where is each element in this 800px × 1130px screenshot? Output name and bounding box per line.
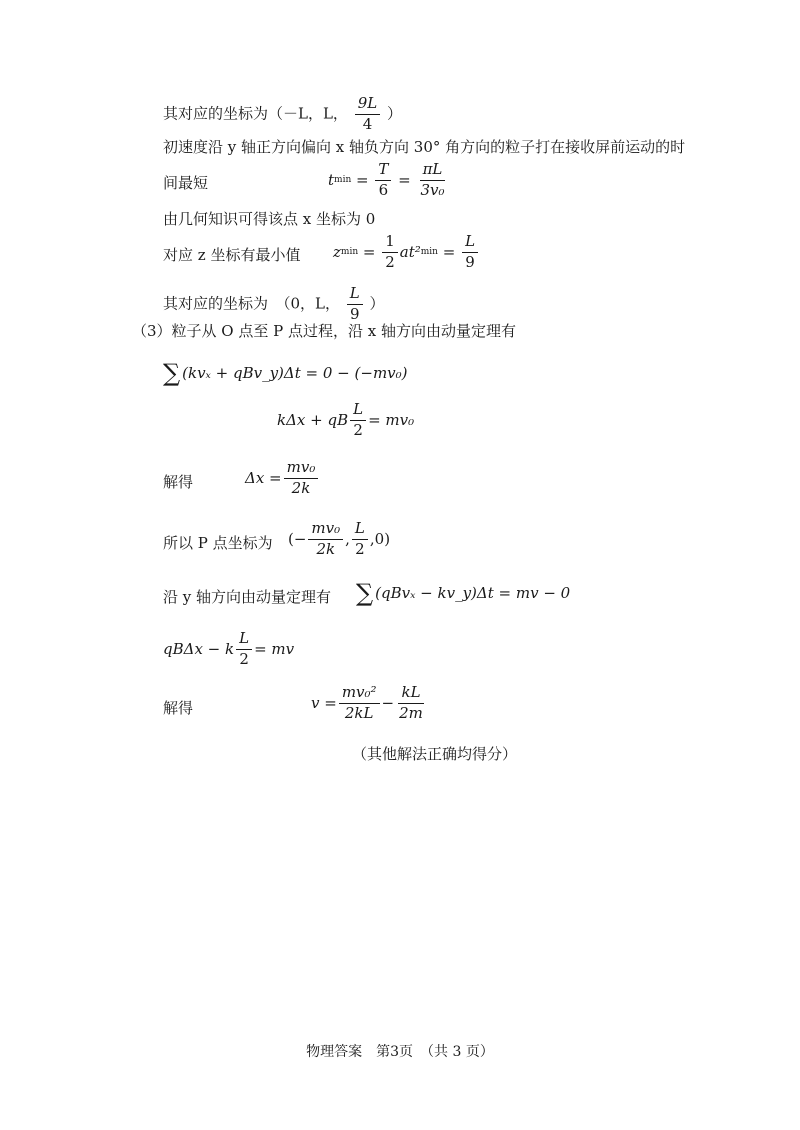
equation-v	[311, 685, 428, 722]
symbol: z	[333, 242, 341, 261]
text-line-11: 所以 P 点坐标为	[163, 534, 273, 552]
text: 其对应的坐标为（－L，L，	[163, 104, 348, 123]
numerator: L	[462, 234, 478, 253]
section-3-heading: （3）粒子从 O 点至 P 点过程，沿 x 轴方向由动量定理有	[132, 322, 517, 340]
denominator: 2	[239, 649, 249, 668]
symbol: t	[328, 170, 335, 189]
denominator: 9	[350, 304, 360, 323]
fraction	[350, 402, 366, 439]
sigma-symbol: ∑	[163, 359, 181, 387]
numerator: L	[350, 402, 366, 421]
alternative-solution-note: （其他解法正确均得分）	[352, 745, 518, 763]
expression: (qBvₓ − kv_y)Δt = mv − 0	[375, 583, 571, 602]
denominator: 6	[378, 180, 389, 199]
coordinate-line-1	[163, 96, 402, 133]
expression: = mv	[254, 639, 295, 658]
numerator: πL	[420, 162, 446, 181]
expression: qBΔx − k	[163, 639, 235, 658]
equals-sign: =	[393, 170, 416, 189]
equation-delta-x	[245, 460, 320, 497]
text-line-12: 沿 y 轴方向由动量定理有	[163, 588, 332, 606]
denominator: 2	[355, 539, 365, 558]
denominator: 2k	[291, 478, 311, 497]
expression: (kvₓ + qBv_y)Δt = 0 − (−mv₀)	[182, 363, 408, 382]
equation-p-coordinate	[288, 521, 390, 558]
equals-sign: =	[351, 170, 374, 189]
coordinate-line-6	[163, 286, 385, 323]
numerator: mv₀	[308, 521, 343, 540]
text: ）	[369, 294, 385, 313]
text-line-3: 间最短	[163, 174, 209, 192]
page-footer: 物理答案 第3页 （共 3 页）	[306, 1044, 494, 1060]
expression: kΔx + qB	[277, 410, 349, 429]
text-line-10: 解得	[163, 473, 194, 491]
text: ）	[387, 104, 403, 123]
numerator: L	[236, 631, 252, 650]
denominator: 2	[353, 420, 363, 439]
numerator: L	[347, 286, 363, 305]
numerator: kL	[398, 685, 423, 704]
sigma-symbol: ∑	[356, 579, 374, 607]
expression: (−	[288, 529, 307, 548]
subscript: min	[334, 174, 352, 185]
fraction	[347, 286, 363, 323]
fraction	[284, 460, 319, 497]
numerator: T	[375, 162, 391, 181]
fraction	[382, 234, 398, 271]
numerator: 1	[382, 234, 398, 253]
expression: Δx =	[245, 468, 282, 487]
text-line-5: 对应 z 坐标有最小值	[163, 246, 301, 264]
numerator: 9L	[355, 96, 381, 115]
term: at²	[399, 242, 421, 261]
fraction	[308, 521, 343, 558]
equation-line-9	[277, 402, 414, 439]
fraction	[339, 685, 380, 722]
expression: ,	[345, 529, 350, 548]
subscript: min	[340, 246, 359, 257]
equation-zmin	[333, 234, 480, 271]
numerator: mv₀²	[339, 685, 380, 704]
text: 其对应的坐标为 （0，L，	[163, 294, 341, 313]
numerator: mv₀	[284, 460, 319, 479]
fraction	[396, 685, 426, 722]
denominator: 4	[362, 114, 373, 133]
fraction	[462, 234, 478, 271]
numerator: L	[352, 521, 368, 540]
expression: v =	[311, 693, 337, 712]
equation-tmin	[328, 162, 450, 199]
equation-momentum-y	[356, 581, 570, 605]
denominator: 2	[385, 252, 395, 271]
fraction	[355, 96, 381, 133]
denominator: 3v₀	[420, 180, 445, 199]
fraction	[352, 521, 368, 558]
equals-sign: =	[437, 242, 461, 261]
equation-line-13	[163, 631, 294, 668]
equation-momentum-x	[163, 361, 408, 385]
expression: ,0)	[369, 529, 391, 548]
denominator: 2kL	[344, 703, 374, 722]
denominator: 9	[465, 252, 475, 271]
denominator: 2k	[316, 539, 336, 558]
fraction	[417, 162, 447, 199]
text-line-4: 由几何知识可得该点 x 坐标为 0	[163, 210, 376, 228]
fraction	[236, 631, 252, 668]
text-line-2: 初速度沿 y 轴正方向偏向 x 轴负方向 30° 角方向的粒子打在接收屏前运动的时	[163, 138, 686, 156]
expression: = mv₀	[368, 410, 415, 429]
fraction	[375, 162, 391, 199]
text-line-14: 解得	[163, 699, 194, 717]
denominator: 2m	[399, 703, 423, 722]
subscript: min	[420, 246, 438, 257]
equals-sign: =	[358, 242, 381, 261]
minus-sign: −	[381, 693, 395, 712]
